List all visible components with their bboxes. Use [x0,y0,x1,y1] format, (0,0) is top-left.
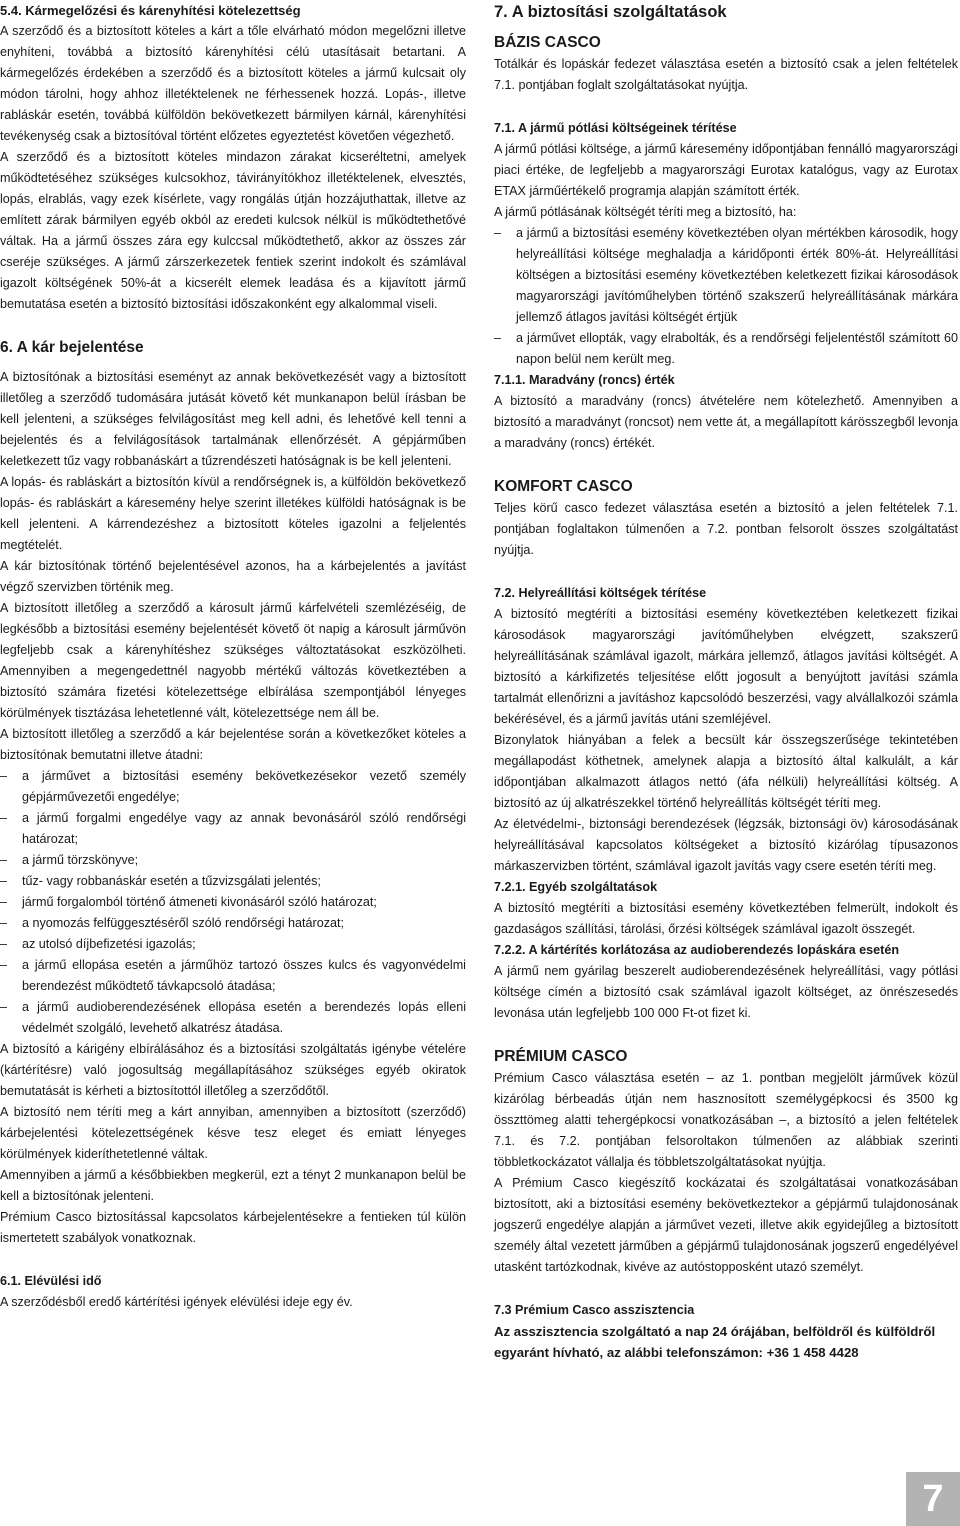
section-6-1-heading: 6.1. Elévülési idő [0,1274,102,1288]
section-7-3-heading: 7.3 Prémium Casco asszisztencia [494,1303,695,1317]
section-5-4-heading: 5.4. Kármegelőzési és kárenyhítési kötelezettség [0,3,301,18]
section-7-1-1-paragraph: A biztosító a maradvány (roncs) átvételére nem kötelezhető. Amennyiben a biztosító a maradványt (roncsot) nem vette át, a megállapított kárösszegből levonja a maradvány (roncs) értékét. [494,394,958,450]
premium-paragraph: A Prémium Casco kiegészítő kockázatai és szolgáltatásai vonatkozásában biztosított, aki a biztosítási esemény bekövetkeztekor a gépjármű tulajdonosának jogszerű engedélye alapján a járművet vezeti, illetve akik egyidejűleg a biztosított személy által vezetett járműben a gépjármű tulajdonosának jogszerű engedélyével utasként tartózkodnak, kivéve az autóstopposként utazó személyt. [494,1176,958,1274]
list-item: – a jármű ellopása esetén a járműhöz tartozó összes kulcs és vagyonvédelmi berendezést működtető távkapcsoló átadása; [0,955,466,997]
left-column [0,0,466,1313]
section-7-1-heading: 7.1. A jármű pótlási költségeinek térítése [494,121,737,135]
list-item: – a jármű törzskönyve; [0,850,466,871]
section-6-paragraph: A kár biztosítónak történő bejelentésével azonos, ha a kárbejelentés a javítást végző szervizben történik meg. [0,559,466,594]
section-7-2-2-heading: 7.2.2. A kártérítés korlátozása az audioberendezés lopáskára esetén [494,943,900,957]
section-7-2-paragraph: Az életvédelmi-, biztonsági berendezések (légzsák, biztonsági öv) károsodásának helyreállításával kapcsolatos költségeket a biztosító kizárólag típusazonos márkaszervizben történt, számlával igazolt javítás vagy csere esetén téríti meg. [494,817,958,873]
komfort-casco-heading: KOMFORT CASCO [494,478,633,495]
list-item: – a jármű forgalmi engedélye vagy az annak bevonásáról szóló rendőrségi határozat; [0,808,466,850]
section-6-paragraph: Amennyiben a jármű a későbbiekben megkerül, ezt a tényt 2 munkanapon belül be kell a biztosítónak jelenteni. [0,1168,466,1203]
list-item: – a nyomozás felfüggesztéséről szóló rendőrségi határozat; [0,913,466,934]
section-5-4-paragraph: A szerződő és a biztosított köteles a kárt a tőle elvárható módon megelőzni illetve enyhíteni, továbbá a biztosító kárenyhítési célú utasításait betartani. A kármegelőzés érdekében a szerződő és a biztosított köteles a jármű kulcsait oly módon tárolni, hogy ahhoz illetéktelenek ne férhessenek hozzá. Lopás-, illetve rabláskár esetén, továbbá külföldön bekövetkezett bármilyen kárnál, kárenyhítési tevékenység csak a biztosítóval történt előzetes egyeztetést követően végezhető. [0,24,466,143]
section-6-paragraph: Prémium Casco biztosítással kapcsolatos kárbejelentésekre a fentieken túl külön ismertetett szabályok vonatkoznak. [0,1210,466,1245]
section-7-2-paragraph: A biztosító megtéríti a biztosítási esemény következtében keletkezett fizikai károsodások magyarországi javítóműhelyben elvégzett, szakszerű helyreállításának számlával igazolt, márkára jellemző, átlagos javítási költségét. A biztosító a kárkifizetés teljesítése előtt jogosult a benyújtott javítási számla tartalmát ellenőrizni a javításhoz kapcsolódó beszerzési, vagy alvállalkozói számla bekérésével, és a jármű javítás utáni szemléjével. [494,607,958,726]
section-7-2-1-heading: 7.2.1. Egyéb szolgáltatások [494,880,658,894]
premium-paragraph: Prémium Casco választása esetén – az 1. pontban megjelölt járművek közül kizárólag bérbeadás útján nem hasznosított személygépkocsi és 3500 kg összttömeg alatti tehergépkocsi vonatkozásában –, a biztosító a jelen feltételek 7.1. és 7.2. pontjában felsoroltakon túlmenően az alábbiak szerinti többletkockázatot vállalja és többletszolgáltatásokat nyújtja. [494,1071,958,1169]
section-7-heading: 7. A biztosítási szolgáltatások [494,3,727,21]
komfort-paragraph: Teljes körű casco fedezet választása esetén a biztosító a jelen feltételek 7.1. pontjában foglaltakon túlmenően a 7.2. pontban felsorolt összes szolgáltatást nyújtja. [494,501,958,557]
page-number: 7 [906,1472,960,1526]
section-7-2-paragraph: Bizonylatok hiányában a felek a becsült kár összegszerűsége tekintetében megállapodást köthetnek, amelynek alapja a biztosító által kalkulált, a kár időpontjában alkalmazott átlagos nettó (áfa nélküli) helyreállítási költség. A biztosító az új alkatrészekkel történő helyreállítás költségét téríti meg. [494,733,958,810]
section-7-2-2-paragraph: A jármű nem gyárilag beszerelt audioberendezésének helyreállítási, vagy pótlási költsége címén a biztosító csak számlával igazolt költséget, az önrészesedés levonása után legfeljebb 100 000 Ft-ot fizet ki. [494,964,958,1020]
conditions-list [494,223,958,370]
section-6-1-paragraph: A szerződésből eredő kártérítési igények elévülési ideje egy év. [0,1295,353,1309]
section-6-paragraph: A biztosított illetőleg a szerződő a károsult jármű kárfelvételi szemlézéséig, de legkésőbb a biztosítási esemény bejelentését követő öt napig a károsult járművön legfeljebb csak a kárenyhítéshez szükséges változtatásokat eszközölheti. Amennyiben a megengedettnél nagyobb mértékű változás következtében a biztosító számára fizetési kötelezettsége elbírálása szempontjából lényeges körülmények tisztázása lehetetlenné vált, kötelezettsége nem áll be. [0,601,466,720]
section-6-paragraph: A biztosító a kárigény elbírálásához és a biztosítási szolgáltatás igénybe vételére (kártérítésre) való jogosultság megállapításához szükséges egyéb okiratok bemutatását is kérheti a biztosítottól illetőleg a szerződőtől. [0,1042,466,1098]
list-item: – a jármű audioberendezésének ellopása esetén a berendezés lopás elleni védelmét szolgáló, levehető alkatrész átadása. [0,997,466,1039]
section-6-paragraph: A biztosító nem téríti meg a kárt annyiban, amennyiben a biztosított (szerződő) kárbejelentési kötelezettségének késve tesz eleget és emiatt lényeges körülmények kideríthetetlenné váltak. [0,1105,466,1161]
section-7-1-paragraph: A jármű pótlási költsége, a jármű káresemény időpontjában fennálló magyarországi piaci értéke, de legfeljebb a magyarországi Eurotax katalógus, vagy az Eurotax ETAX járműértékelő programja alapján számított érték. [494,142,958,198]
section-7-2-heading: 7.2. Helyreállítási költségek térítése [494,586,707,600]
section-6-paragraph: A biztosítónak a biztosítási eseményt az annak bekövetkezését vagy a biztosított illetőleg a szerződő tudomására jutását követő két munkanapon belül írásban be kell jelenteni, a szükséges felvilágosítást meg kell adni, és lehetővé kell tenni a bejelentés és a felvilágosítások tartalmának ellenőrzését. A gépjárműben keletkezett tűz vagy robbanáskárt a tűzrendészeti hatóságnak is be kell jelenteni. [0,370,466,468]
bazis-casco-heading: BÁZIS CASCO [494,34,601,51]
bazis-paragraph: Totálkár és lopáskár fedezet választása esetén a biztosító csak a jelen feltételek 7.1. pontjában foglalt szolgáltatásokat nyújtja. [494,57,958,92]
list-item: – jármű forgalomból történő átmeneti kivonásáról szóló határozat; [0,892,466,913]
list-item: – a jármű a biztosítási esemény következtében olyan mértékben károsodik, hogy helyreállítási költsége meghaladja a káridőponti érték 80%-át. Helyreállítási költségen a biztosítási esemény következtében keletkezett fizikai károsodások magyarországi javítóműhelyben történő szakszerű helyreállításának márkára jellemző átlagos javítási költségét értjük [494,223,958,328]
section-6-paragraph: A lopás- és rabláskárt a biztosítón kívül a rendőrségnek is, a külföldön bekövetkező lopás- és rabláskárt a káresemény helye szerint illetékes külföldi hatóságnak is be kell jelenteni. A kárrendezéshez a biztosított köteles igazolni a feljelentés megtételét. [0,475,466,552]
documents-list [0,766,466,1039]
premium-casco-heading: PRÉMIUM CASCO [494,1048,628,1065]
right-column [494,0,958,1363]
section-7-2-1-paragraph: A biztosító megtéríti a biztosítási esemény következtében felmerült, indokolt és gazdaságos szállítási, tárolási, őrzési költségek számlával igazolt összegét. [494,901,958,936]
list-item: – a járművet ellopták, vagy elrabolták, és a rendőrségi feljelentéstől számított 60 napon belül nem került meg. [494,328,958,370]
section-5-4-paragraph: A szerződő és a biztosított köteles mindazon zárakat kicseréltetni, amelyek működtetéséhez szükséges kulcsokhoz, távirányítókhoz illetéktelenek, elvesztés, lopás, elrablás, vagy ezek kísérlete, vagy rongálás útján hozzájuthattak, illetve az említett zárak bármilyen egyéb okból az eredeti kulcsok nélkül is működtethetővé váltak. Ha a jármű összes zára egy kulccsal működtethető, akkor az összes zár cseréje szükséges. A jármű zárszerkezetek fentiek szerint indokolt és számlával igazolt költségének 50%-át a kicserélt elemek leadása és a kijavított jármű bemutatása esetén a biztosító biztosítási időszakonként egy alkalommal viseli. [0,150,466,311]
list-item: – a járművet a biztosítási esemény bekövetkezésekor vezető személy gépjárművezetői engedélye; [0,766,466,808]
assistance-phone-line: Az asszisztencia szolgáltató a nap 24 órájában, belföldről és külföldről egyaránt hívható, az alábbi telefonszámon: +36 1 458 4428 [494,1324,936,1360]
section-7-1-1-heading: 7.1.1. Maradvány (roncs) érték [494,373,675,387]
section-6-paragraph: A biztosított illetőleg a szerződő a kár bejelentése során a következőket köteles a biztosítónak bemutatni illetve átadni: [0,727,466,762]
list-item: – az utolsó díjbefizetési igazolás; [0,934,466,955]
list-item: – tűz- vagy robbanáskár esetén a tűzvizsgálati jelentés; [0,871,466,892]
section-7-1-paragraph: A jármű pótlásának költségét téríti meg a biztosító, ha: [494,205,797,219]
section-6-heading: 6. A kár bejelentése [0,339,144,356]
